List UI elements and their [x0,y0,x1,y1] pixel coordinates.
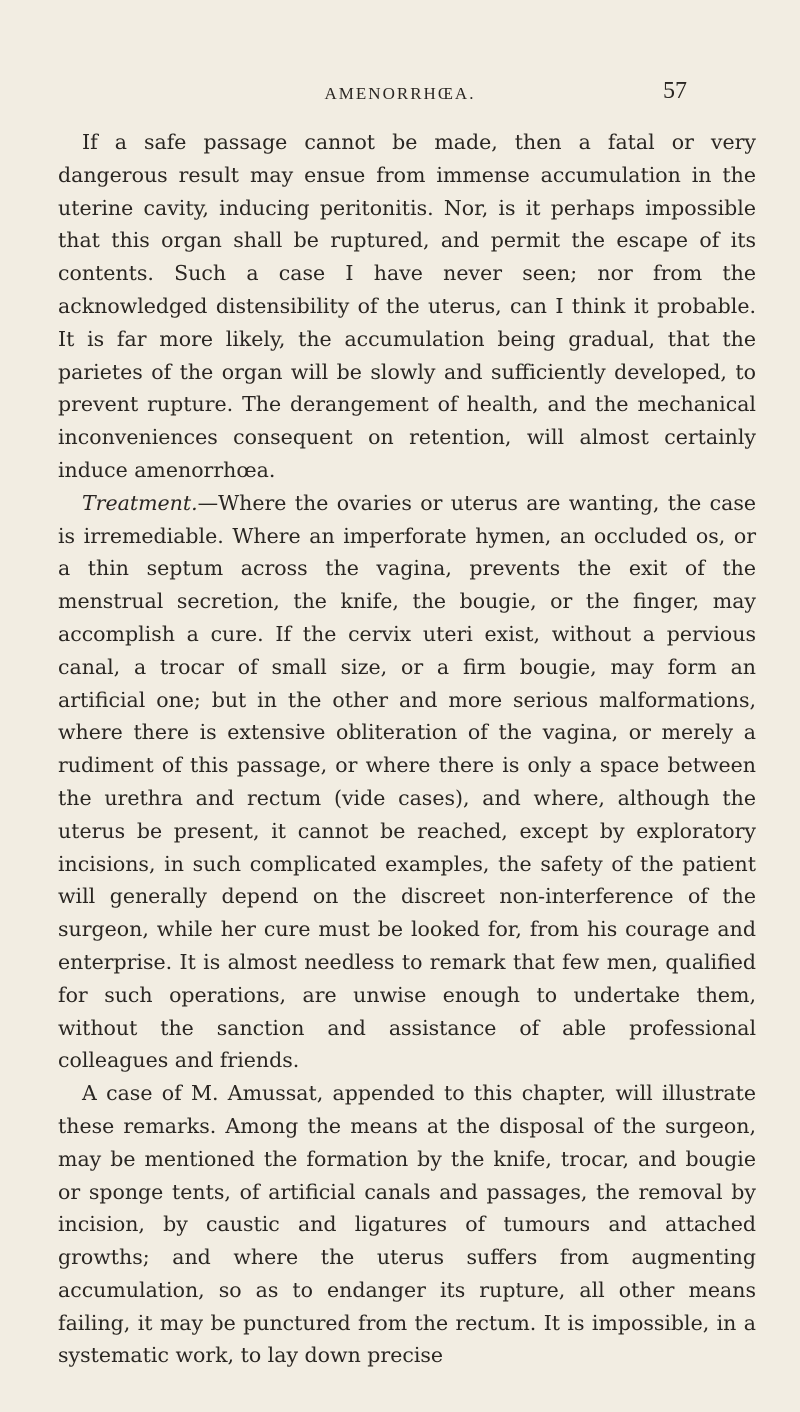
running-head [0,78,800,108]
section-heading: Treatment. [82,490,198,515]
paragraph-text: A case of M. Amussat, appended to this chapter, will illustrate these remarks. Among the means at the disposal of the surgeon, may be mentioned the formation by the knife, trocar, and bougie or sponge tents, of artificial canals and passages, the removal by incision, by caustic and ligatures of tumours and attached growths; and where the uterus suffers from augmenting accumulation, so as to endanger its rupture, all other means failing, it may be punctured from the rectum. It is impossible, in a systematic work, to lay down precise [58,1081,756,1368]
paragraph-text: If a safe passage cannot be made, then a fatal or very dangerous result may ensue from immense accumulation in the uterine cavity, inducing peritonitis. Nor, is it perhaps impossible that this organ shall be ruptured, and permit the escape of its contents. Such a case I have never seen; nor from the acknowledged distensibility of the uterus, can I think it probable. It is far more likely, the accumulation being gradual, that the parietes of the organ will be slowly and sufficiently developed, to prevent rupture. The derangement of health, and the mechanical inconveniences consequent on retention, will almost certainly induce amenorrhœa. [58,130,756,482]
paragraph [58,126,756,487]
page-number: 57 [663,78,687,104]
paragraph [58,1077,756,1372]
paragraph [58,487,756,1077]
paragraph-text: —Where the ovaries or uterus are wanting, the case is irremediable. Where an imperforate hymen, an occluded os, or a thin septum across the vagina, prevents the exit of the menstrual secretion, the knife, the bougie, or the finger, may accomplish a cure. If the cervix uteri exist, without a pervious canal, a trocar of small size, or a firm bougie, may form an artificial one; but in the other and more serious malformations, where there is extensive obliteration of the vagina, or merely a rudiment of this passage, or where there is only a space between the urethra and rectum (vide cases), and where, although the uterus be present, it cannot be reached, except by exploratory incisions, in such complicated examples, the safety of the patient will generally depend on the discreet non-interference of the surgeon, while her cure must be looked for, from his courage and enterprise. It is almost needless to remark that few men, qualified for such operations, are unwise enough to undertake them, without the sanction and assistance of able professional colleagues and friends. [58,490,756,1073]
running-title: AMENORRHŒA. [324,84,476,103]
body-text [58,126,756,1372]
